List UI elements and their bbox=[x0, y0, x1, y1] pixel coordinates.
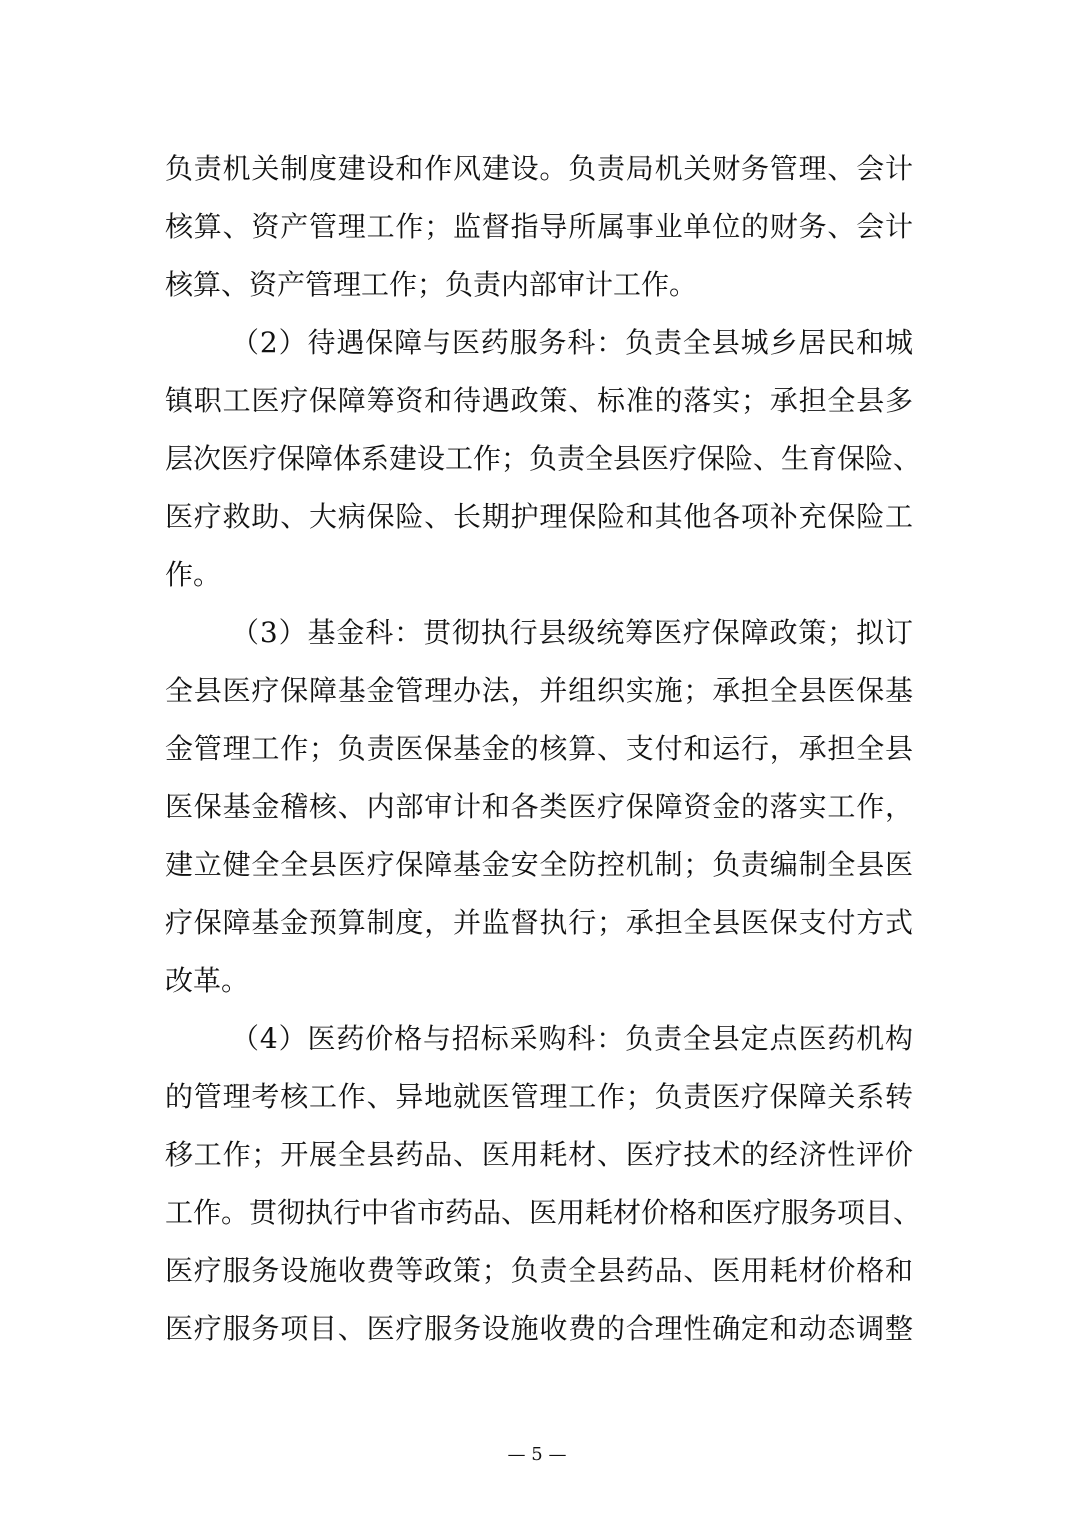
paragraph-1-line-2: 核算、资产管理工作；监督指导所属事业单位的财务、会计 bbox=[165, 210, 913, 243]
paragraph-1-line-3: 核算、资产管理工作；负责内部审计工作。 bbox=[165, 268, 698, 301]
paragraph-2-line-4: 医疗救助、大病保险、长期护理保险和其他各项补充保险工 bbox=[165, 500, 913, 533]
page-number: — 5 — bbox=[507, 1444, 567, 1465]
paragraph-3-line-5: 建立健全全县医疗保障基金安全防控机制；负责编制全县医 bbox=[165, 848, 913, 881]
paragraph-3-line-7: 改革。 bbox=[165, 964, 250, 997]
paragraph-4-line-1: （4）医药价格与招标采购科：负责全县定点医药机构 bbox=[231, 1022, 913, 1055]
paragraph-4-line-3: 移工作；开展全县药品、医用耗材、医疗技术的经济性评价 bbox=[165, 1138, 913, 1171]
paragraph-2-line-5: 作。 bbox=[165, 558, 222, 591]
paragraph-3-line-2: 全县医疗保障基金管理办法，并组织实施；承担全县医保基 bbox=[165, 674, 913, 707]
paragraph-2-line-2: 镇职工医疗保障筹资和待遇政策、标准的落实；承担全县多 bbox=[165, 384, 913, 417]
paragraph-2-line-1: （2）待遇保障与医药服务科：负责全县城乡居民和城 bbox=[231, 326, 913, 359]
paragraph-4-line-4: 工作。贯彻执行中省市药品、医用耗材价格和医疗服务项目、 bbox=[165, 1196, 922, 1229]
paragraph-4-line-6: 医疗服务项目、医疗服务设施收费的合理性确定和动态调整 bbox=[165, 1312, 913, 1345]
paragraph-3-line-3: 金管理工作；负责医保基金的核算、支付和运行，承担全县 bbox=[165, 732, 913, 765]
paragraph-4-line-5: 医疗服务设施收费等政策；负责全县药品、医用耗材价格和 bbox=[165, 1254, 913, 1287]
paragraph-4-line-2: 的管理考核工作、异地就医管理工作；负责医疗保障关系转 bbox=[165, 1080, 913, 1113]
paragraph-3-line-4: 医保基金稽核、内部审计和各类医疗保障资金的落实工作， bbox=[165, 790, 913, 823]
body-text bbox=[165, 140, 922, 1358]
paragraph-1-line-1: 负责机关制度建设和作风建设。负责局机关财务管理、会计 bbox=[165, 152, 913, 185]
paragraph-2-line-3: 层次医疗保障体系建设工作；负责全县医疗保险、生育保险、 bbox=[165, 442, 922, 475]
paragraph-3-line-6: 疗保障基金预算制度，并监督执行；承担全县医保支付方式 bbox=[165, 906, 913, 939]
paragraph-3-line-1: （3）基金科：贯彻执行县级统筹医疗保障政策；拟订 bbox=[231, 616, 913, 649]
